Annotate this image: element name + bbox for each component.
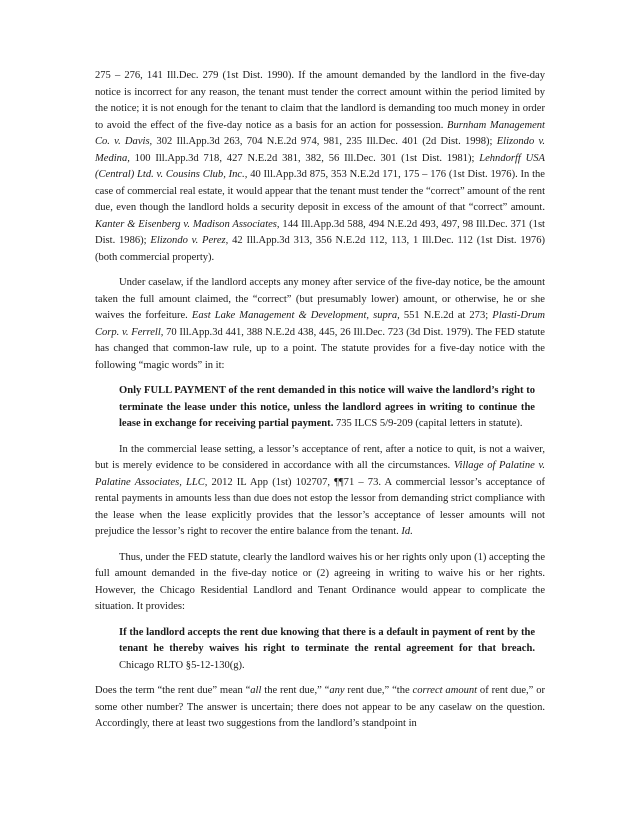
italic-citation: any — [329, 685, 345, 696]
bold-quote-text: Only FULL PAYMENT of the rent demanded in this notice will waive the landlord’s right to terminate the lease under this notice, unless the landlord agrees in writing to continue the lease in exchange for receiving partial payment. — [119, 385, 535, 429]
text-run: 275 – 276, 141 Ill.Dec. 279 (1st Dist. 1990). If the amount demanded by the landlord in the five-day notice is incorrect for any reason, the tenant must tender the correct amount within the period limited by the notice; it is not enough for the tenant to claim that the landlord is demanding too much money in order to avoid the effect of the five-day notice as a basis for an action for possession. — [95, 70, 545, 131]
text-run: 302 Ill.App.3d 263, 704 N.E.2d 974, 981, 235 Ill.Dec. 401 (2d Dist. 1998); — [152, 136, 497, 147]
text-run: 551 N.E.2d at 273; — [399, 310, 493, 321]
page-body — [95, 68, 545, 733]
statute-quote-1 — [119, 383, 535, 433]
italic-citation: East Lake Management & Development, supra, — [191, 310, 400, 321]
italic-citation: Plasti-Drum Corp. v. Ferrell, — [95, 310, 545, 338]
italic-citation: all — [250, 685, 262, 696]
text-run: rent due,” “the — [344, 685, 413, 696]
italic-citation: correct amount — [412, 685, 478, 696]
ordinance-quote-2 — [119, 625, 535, 675]
text-run: 42 Ill.App.3d 313, 356 N.E.2d 112, 113, 1 Ill.Dec. 112 (1st Dist. 1976) (both commercial property). — [95, 235, 545, 263]
text-run: 2012 IL App (1st) 102707, ¶¶71 – 73. A commercial lessor’s acceptance of rental payments in amounts less than due does not estop the lessor from demanding strict compliance with the lease when the lease explicitly provides that the lessor’s acceptance of lesser amounts will not prejudice the lessor’s right to recover the entire balance from the tenant. — [95, 476, 545, 537]
text-run: 100 Ill.App.3d 718, 427 N.E.2d 381, 382, 56 Ill.Dec. 301 (1st Dist. 1981); — [129, 152, 480, 164]
paragraph-3 — [95, 442, 545, 541]
italic-citation: Elizondo v. Perez, — [150, 235, 229, 246]
italic-citation: Elizondo v. Medina, — [95, 136, 545, 164]
text-run: 735 ILCS 5/9-209 (capital letters in statute). — [333, 418, 523, 429]
italic-citation: Lehndorff USA (Central) Ltd. v. Cousins Club, Inc., — [95, 152, 545, 180]
text-run: the rent due,” “ — [261, 685, 330, 696]
text-run: Chicago RLTO §5-12-130(g). — [119, 659, 245, 671]
paragraph-5 — [95, 683, 545, 733]
italic-citation: Village of Palatine v. Palatine Associates, LLC, — [95, 460, 545, 488]
text-run: Does the term “the rent due” mean “ — [95, 685, 251, 696]
text-run: Under caselaw, if the landlord accepts any money after service of the five-day notice, be the amount taken the full amount claimed, the “correct” (but presumably lower) amount, or otherwise, he or she waives the forfeiture. — [95, 277, 545, 321]
italic-citation: Kanter & Eisenberg v. Madison Associates, — [95, 218, 280, 230]
paragraph-2 — [95, 275, 545, 374]
text-run: Thus, under the FED statute, clearly the landlord waives his or her rights only upon (1) accepting the full amount demanded in the five-day notice or (2) agreeing in writing to waive his or her rights. However, the Chicago Residential Landlord and Tenant Ordinance would appear to complicate the situation. It provides: — [95, 551, 545, 612]
text-run: 40 Ill.App.3d 875, 353 N.E.2d 171, 175 – 176 (1st Dist. 1976). In the case of commercial real estate, it would appear that the tenant must tender the “correct” amount of the rent due, even though the landlord holds a security deposit in excess of the amount of that “correct” amount. — [95, 169, 545, 213]
text-run: of rent due,” or some other number? The answer is uncertain; there does not appear to be any caselaw on the question. Accordingly, there at least two suggestions from the landlord’s standpoint in — [95, 685, 546, 729]
paragraph-1 — [95, 68, 545, 266]
text-run: 144 Ill.App.3d 588, 494 N.E.2d 493, 497, 98 Ill.Dec. 371 (1st Dist. 1986); — [95, 218, 545, 246]
bold-quote-text: If the landlord accepts the rent due knowing that there is a default in payment of rent by the tenant he thereby waives his right to terminate the rental agreement for that breach. — [119, 626, 535, 654]
italic-citation: Burnham Management Co. v. Davis, — [95, 119, 545, 147]
italic-citation: Id. — [401, 526, 413, 537]
text-run: In the commercial lease setting, a lessor’s acceptance of rent, after a notice to quit, is not a waiver, but is merely evidence to be considered in accordance with all the circumstances. — [95, 443, 545, 471]
text-run: 70 Ill.App.3d 441, 388 N.E.2d 438, 445, 26 Ill.Dec. 723 (3d Dist. 1979). The FED statute has changed that common-law rule, up to a point. The statute provides for a five-day notice with the following “magic words” in it: — [95, 326, 545, 371]
paragraph-4 — [95, 550, 545, 616]
